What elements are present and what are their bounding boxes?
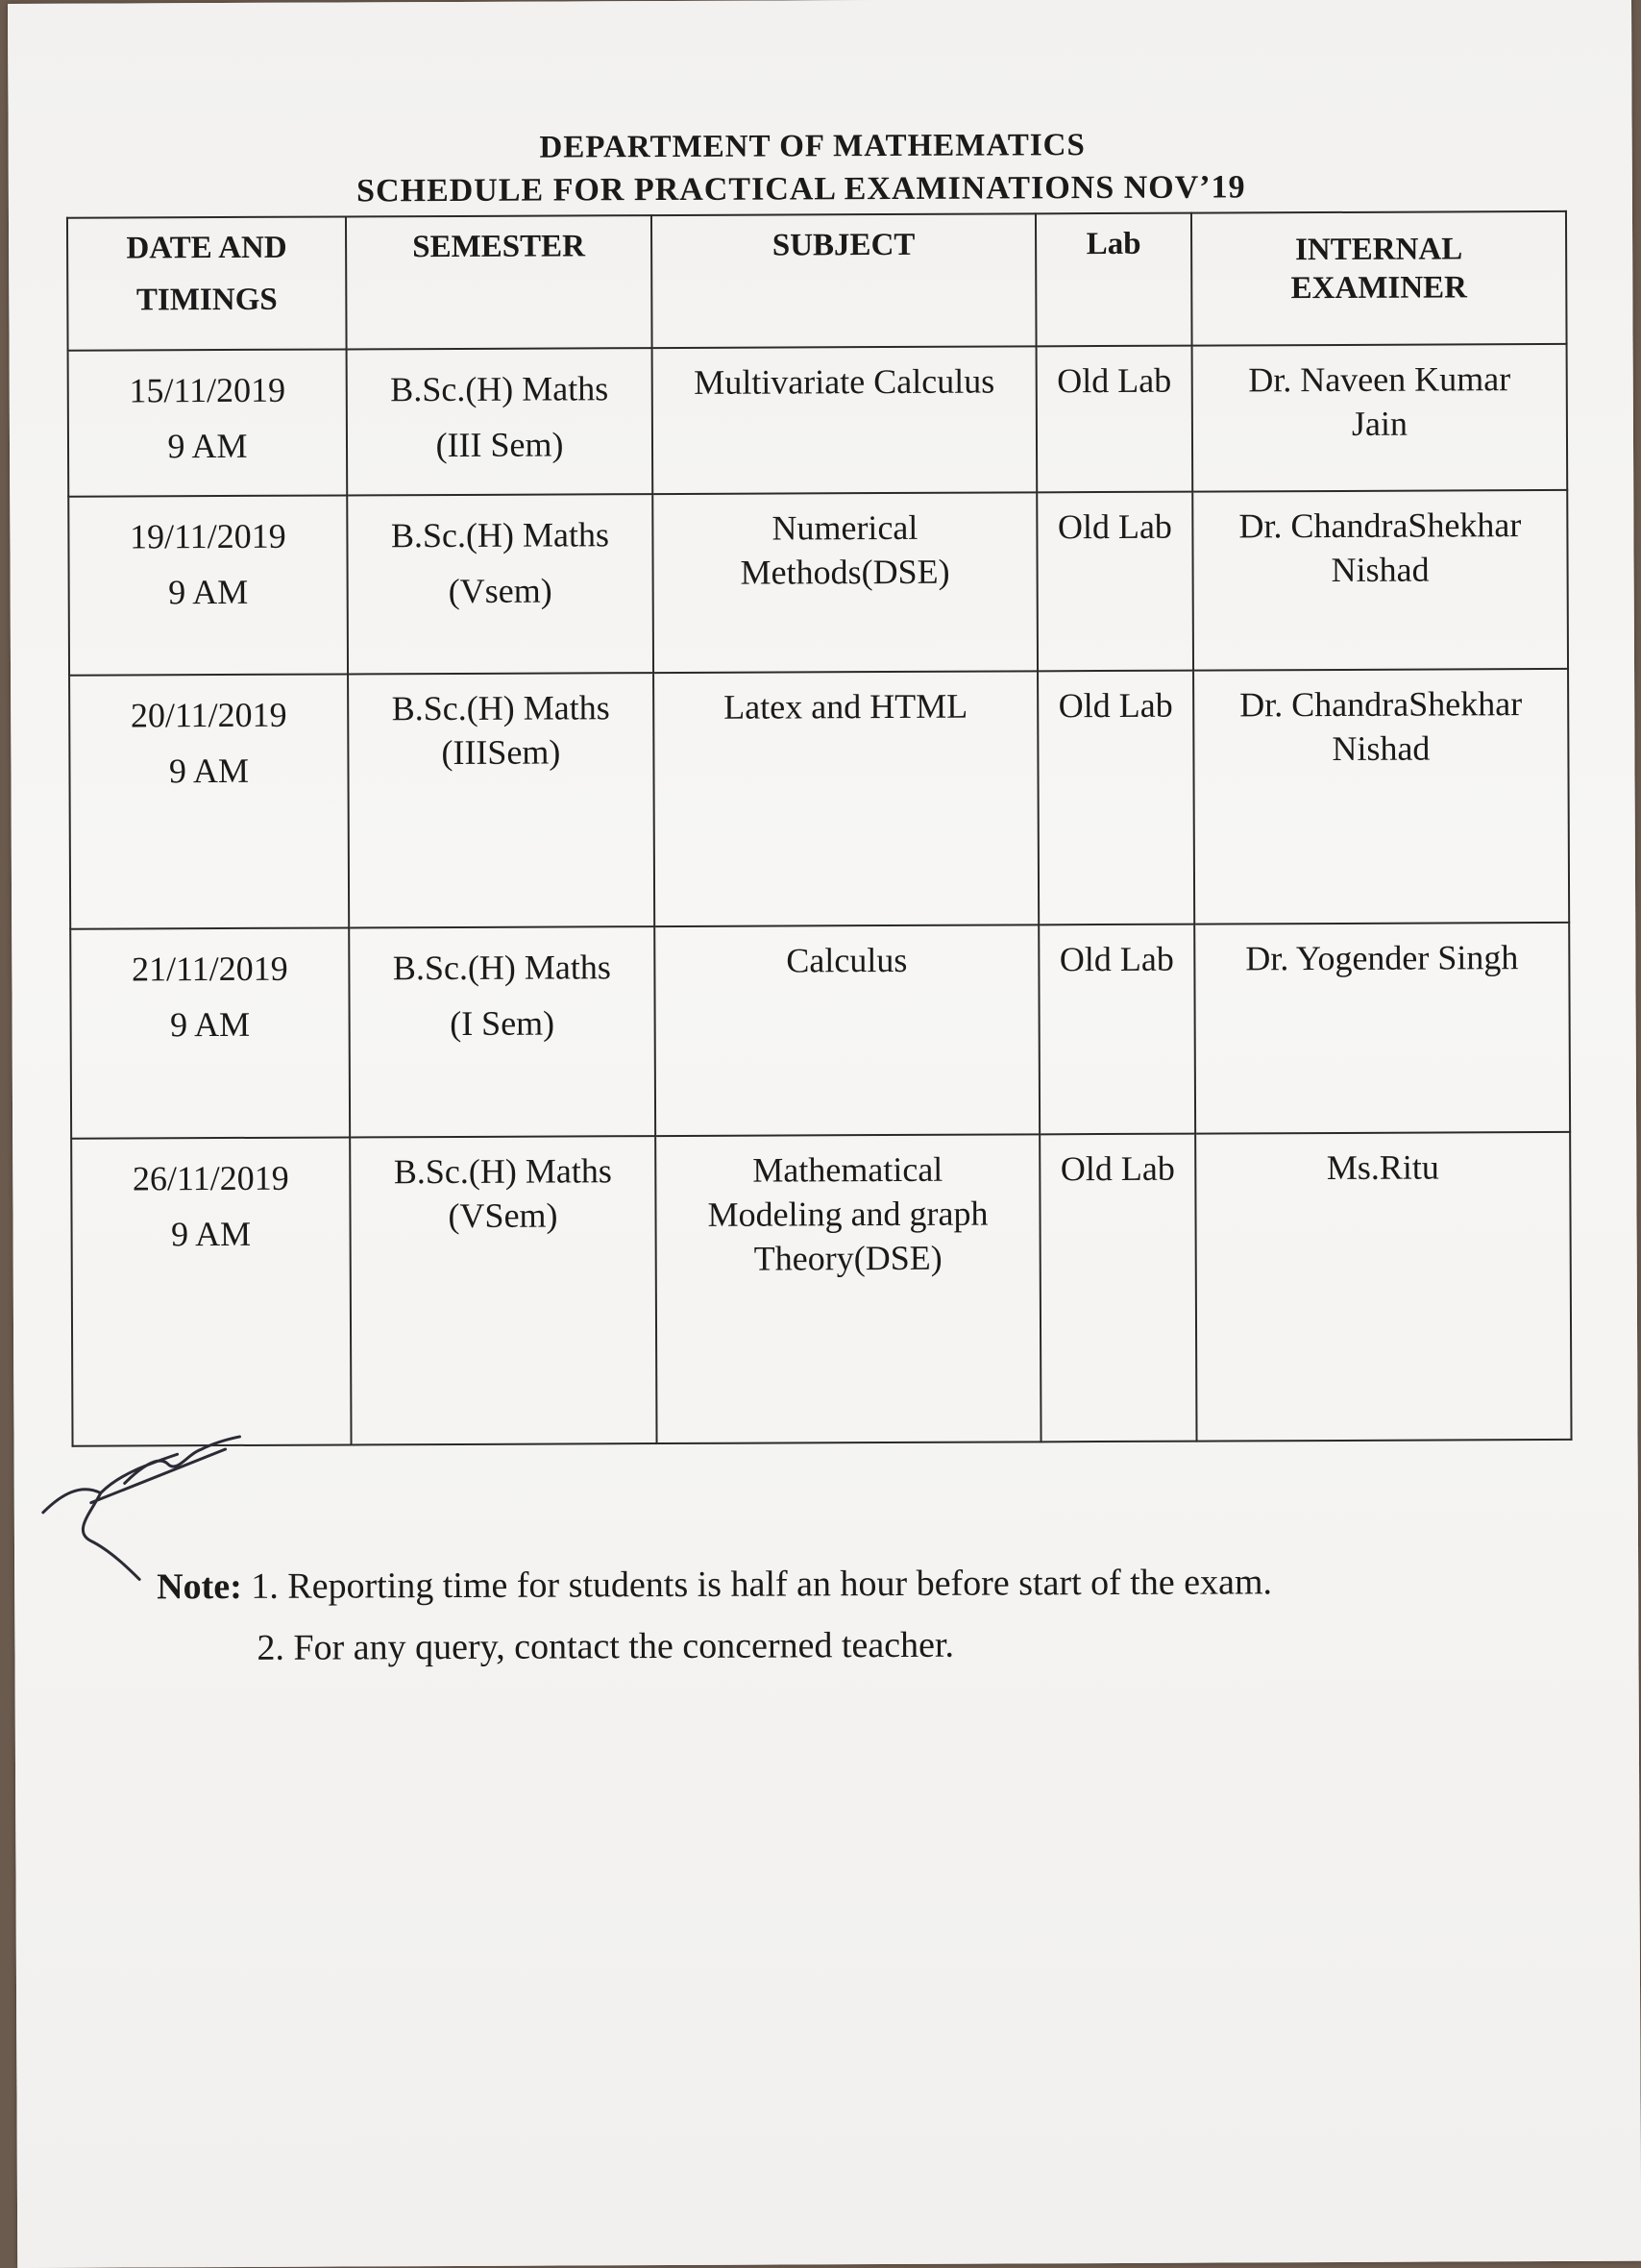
column-header-examiner: INTERNAL EXAMINER <box>1191 211 1567 346</box>
subject-line: Theory(DSE) <box>753 1238 943 1278</box>
department-title: DEPARTMENT OF MATHEMATICS <box>539 128 1086 165</box>
subject-cell <box>654 924 1040 1136</box>
column-header-semester: SEMESTER <box>346 215 652 349</box>
column-header-date: DATE AND TIMINGS <box>67 216 347 350</box>
semester-line: B.Sc.(H) Maths <box>393 1151 612 1192</box>
subject-cell <box>653 671 1039 926</box>
exam-time: 9 AM <box>168 751 250 791</box>
subject-cell <box>655 1134 1041 1443</box>
lab-cell: Old Lab <box>1037 492 1193 672</box>
note-text: 1. Reporting time for students is half an hour before start of the exam. <box>251 1562 1273 1607</box>
examiner-line: Dr. Yogender Singh <box>1245 938 1519 978</box>
note-item-2: 2. For any query, contact the concerned teacher. <box>257 1624 955 1668</box>
date-cell <box>70 927 350 1138</box>
lab-cell: Old Lab <box>1039 924 1195 1135</box>
subject-line: Methods(DSE) <box>740 552 950 592</box>
schedule-title: SCHEDULE FOR PRACTICAL EXAMINATIONS NOV’19 <box>356 169 1246 210</box>
semester-line: B.Sc.(H) Maths <box>390 515 610 555</box>
semester-line: (VSem) <box>448 1196 558 1236</box>
lab-cell: Old Lab <box>1040 1134 1196 1442</box>
examiner-cell <box>1193 669 1569 924</box>
exam-time: 9 AM <box>170 1004 251 1045</box>
table-header-row <box>67 211 1567 351</box>
examiner-line: Nishad <box>1332 728 1431 768</box>
document-sheet <box>8 0 1641 2268</box>
semester-cell <box>350 1136 656 1444</box>
examiner-line: Dr. ChandraShekhar <box>1238 505 1522 546</box>
examiner-line: Dr. ChandraShekhar <box>1239 684 1523 725</box>
semester-line: (I Sem) <box>450 1003 555 1044</box>
subject-line: Latex and HTML <box>723 686 968 727</box>
subject-cell <box>652 346 1038 494</box>
column-header-subject: SUBJECT <box>651 213 1037 348</box>
semester-line: (IIISem) <box>441 732 561 773</box>
column-header-lab: Lab <box>1036 213 1192 347</box>
table-row <box>71 1132 1571 1446</box>
table-row <box>70 923 1570 1139</box>
table-row <box>68 344 1568 497</box>
subject-line: Calculus <box>786 940 908 980</box>
exam-time: 9 AM <box>170 1214 252 1254</box>
note-label: Note: <box>157 1565 242 1608</box>
date-cell <box>68 495 348 675</box>
exam-date: 20/11/2019 <box>130 695 287 735</box>
subject-line: Numerical <box>772 507 918 548</box>
semester-cell <box>347 348 653 495</box>
exam-schedule-table <box>66 210 1573 1447</box>
examiner-cell <box>1192 490 1568 671</box>
examiner-line: Ms.Ritu <box>1326 1147 1439 1188</box>
exam-date: 21/11/2019 <box>131 949 288 989</box>
exam-date: 15/11/2019 <box>129 370 286 410</box>
subject-line: Multivariate Calculus <box>694 361 995 402</box>
examiner-line: Nishad <box>1331 550 1430 589</box>
exam-date: 26/11/2019 <box>132 1158 289 1198</box>
semester-cell <box>348 673 654 927</box>
semester-line: (III Sem) <box>435 425 564 465</box>
date-cell <box>68 349 348 496</box>
exam-time: 9 AM <box>168 572 249 612</box>
date-cell <box>71 1137 351 1445</box>
subject-cell <box>652 492 1038 673</box>
examiner-line: Jain <box>1351 404 1408 443</box>
date-cell <box>69 674 349 928</box>
semester-cell <box>347 494 653 674</box>
semester-line: B.Sc.(H) Maths <box>392 948 611 988</box>
exam-time: 9 AM <box>167 426 248 466</box>
examiner-cell <box>1195 1132 1571 1442</box>
table-row <box>69 669 1569 929</box>
note-item-1 <box>157 1559 1272 1610</box>
subject-line: Modeling and graph <box>707 1194 989 1234</box>
semester-line: B.Sc.(H) Maths <box>391 688 610 728</box>
semester-line: (Vsem) <box>448 571 552 611</box>
examiner-cell <box>1192 344 1568 492</box>
examiner-cell <box>1194 923 1570 1134</box>
table-row <box>68 490 1568 676</box>
exam-date: 19/11/2019 <box>129 516 286 556</box>
lab-cell: Old Lab <box>1037 346 1193 493</box>
semester-line: B.Sc.(H) Maths <box>390 369 609 409</box>
examiner-line: Dr. Naveen Kumar <box>1248 359 1511 400</box>
semester-cell <box>349 926 655 1137</box>
subject-line: Mathematical <box>752 1149 943 1190</box>
lab-cell: Old Lab <box>1038 671 1194 925</box>
